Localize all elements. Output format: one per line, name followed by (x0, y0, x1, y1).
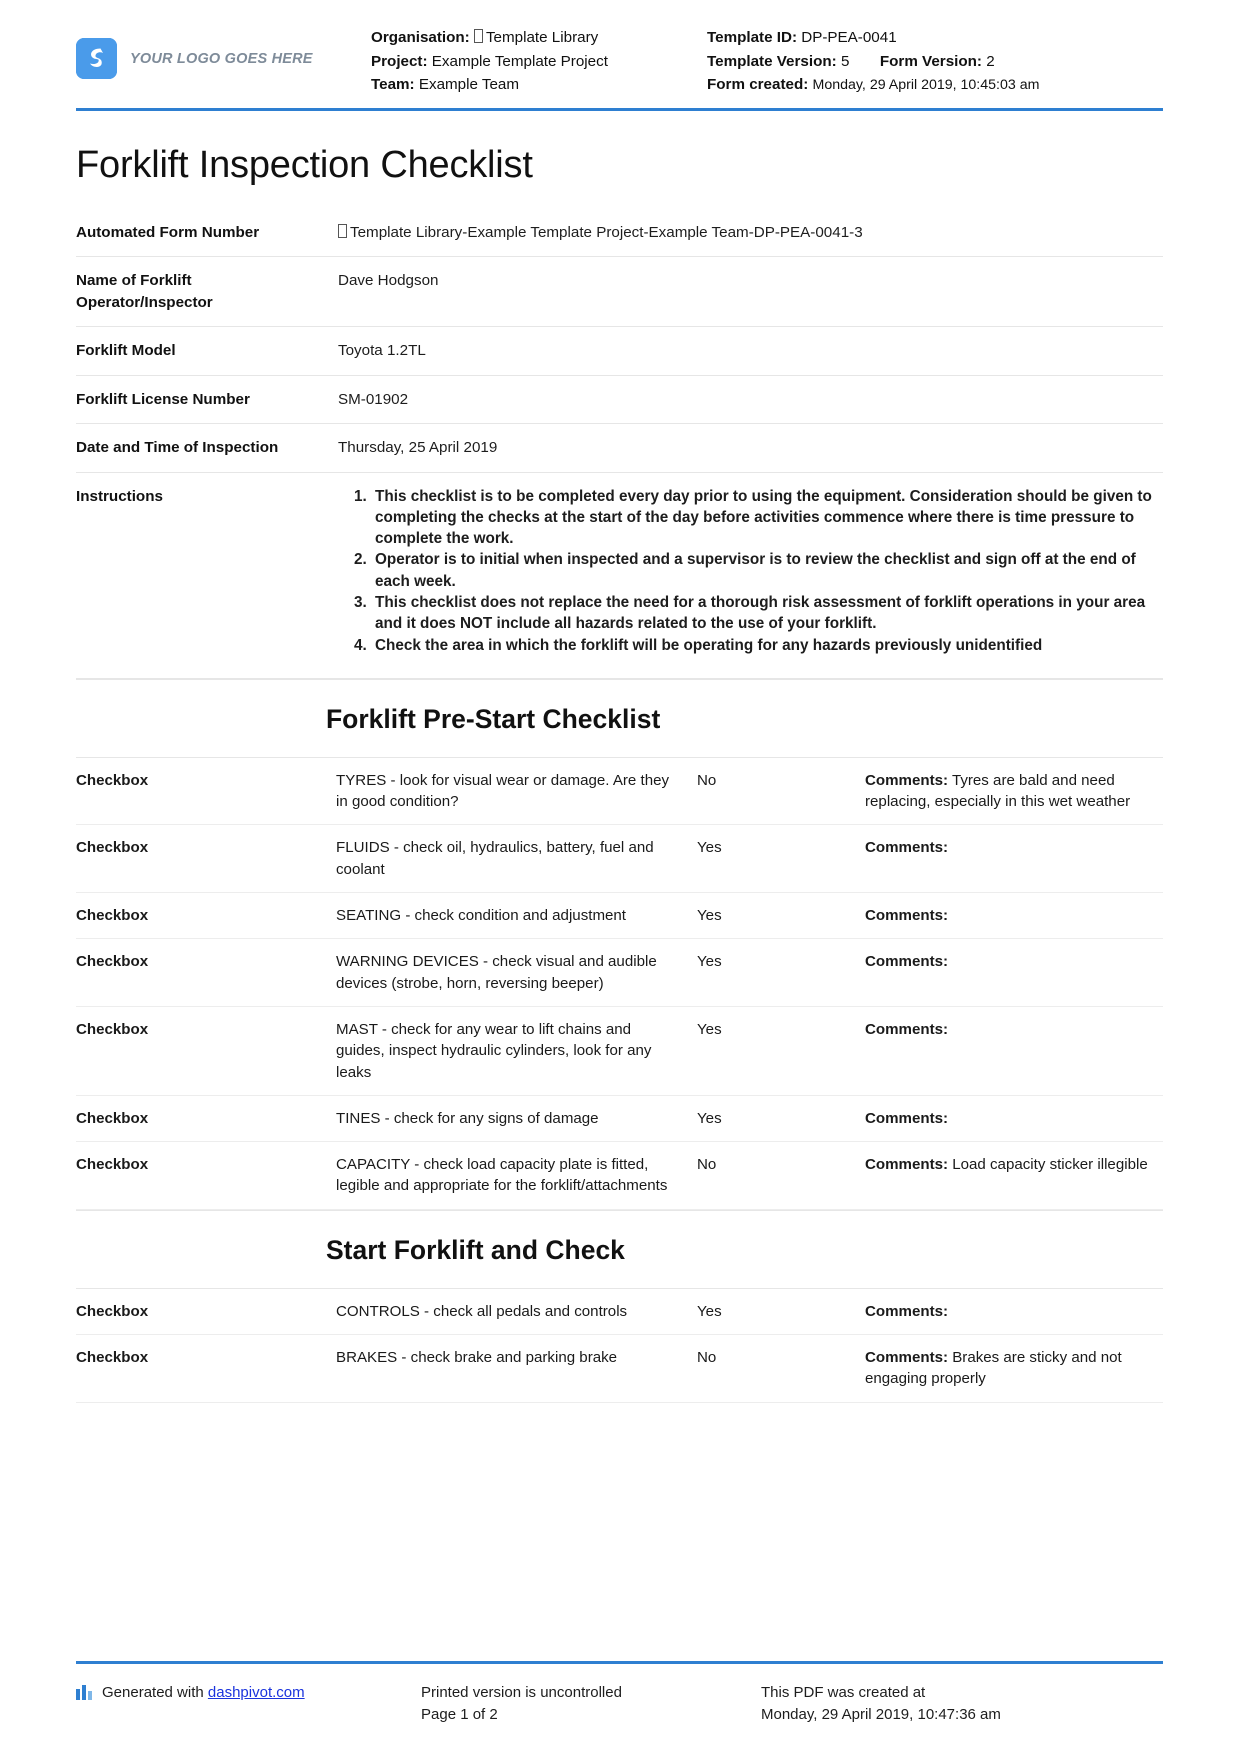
form-fields-table (76, 209, 1163, 679)
field-label: Forklift Model (76, 342, 176, 359)
check-description: CONTROLS - check all pedals and controls (336, 1302, 628, 1320)
generated-prefix: Generated with (102, 1684, 208, 1701)
form-created-label: Form created: (707, 76, 809, 93)
checkbox-type-label: Checkbox (76, 1156, 149, 1174)
checkbox-type-label: Checkbox (76, 1302, 149, 1320)
list-item: 2. Operator is to initial when inspected and a supervisor is to review the checklist and sign off at the end of each week. (371, 549, 1163, 592)
table-row (76, 257, 1163, 327)
table-row (76, 1006, 1163, 1095)
check-answer: Yes (697, 1302, 722, 1320)
project-line (371, 50, 707, 74)
field-label: Name of Forklift Operator/Inspector (76, 272, 213, 311)
checkbox-type-label: Checkbox (76, 771, 149, 789)
check-answer: No (697, 1349, 717, 1367)
dashpivot-link[interactable]: dashpivot.com (207, 1684, 305, 1701)
section-title: Start Forklift and Check (326, 1234, 625, 1265)
section-header-prestart (76, 679, 1163, 758)
page-number-text: Page 1 of 2 (421, 1706, 498, 1723)
instructions-value (338, 472, 1163, 678)
list-item: 4. Check the area in which the forklift will be operating for any hazards previously unidentified (371, 635, 1163, 656)
comments-label: Comments: (865, 907, 949, 925)
document-footer (76, 1661, 1163, 1726)
field-value: Thursday, 25 April 2019 (338, 439, 498, 456)
bar-chart-icon (76, 1685, 93, 1707)
table-row (76, 375, 1163, 424)
footer-print-block (421, 1682, 761, 1726)
company-logo-icon (76, 38, 117, 79)
check-description: TINES - check for any signs of damage (336, 1109, 599, 1127)
table-row (76, 1335, 1163, 1403)
table-row (76, 1142, 1163, 1210)
check-comments (865, 1142, 1163, 1210)
pdf-created-label: This PDF was created at (761, 1684, 926, 1701)
check-comments (865, 1006, 1163, 1095)
field-label: Automated Form Number (76, 223, 260, 241)
check-description: BRAKES - check brake and parking brake (336, 1349, 618, 1367)
organisation-label: Organisation: (371, 29, 470, 46)
box-glyph-icon (338, 224, 347, 238)
check-answer: Yes (697, 907, 722, 925)
form-version-value: 2 (986, 52, 995, 70)
instructions-list (338, 486, 1163, 656)
header-meta-left (371, 22, 707, 97)
table-row (76, 1095, 1163, 1141)
field-value (338, 209, 1163, 257)
field-value: Dave Hodgson (338, 272, 439, 289)
field-value-text: Template Library-Example Template Project-Example Team-DP-PEA-0041-3 (350, 223, 863, 241)
comments-value: Tyres are bald and need replacing, especially in this wet weather (865, 771, 1131, 811)
template-version-label: Template Version: (707, 52, 837, 70)
comments-label: Comments: (865, 1302, 949, 1320)
check-comments (865, 893, 1163, 939)
comments-label: Comments: (865, 1109, 949, 1127)
team-label: Team: (371, 76, 415, 93)
check-description: WARNING DEVICES - check visual and audible devices (strobe, horn, reversing beeper) (336, 953, 657, 992)
field-value: Toyota 1.2TL (338, 342, 426, 359)
instructions-label: Instructions (76, 487, 163, 505)
template-id-line (707, 26, 1163, 50)
check-description: MAST - check for any wear to lift chains and guides, inspect hydraulic cylinders, look for any leaks (336, 1020, 652, 1081)
checkbox-type-label: Checkbox (76, 839, 149, 857)
checkbox-type-label: Checkbox (76, 953, 149, 971)
comments-label: Comments: (865, 839, 949, 857)
comments-label: Comments: (865, 771, 949, 789)
team-value: Example Team (418, 76, 520, 93)
check-answer: Yes (697, 1109, 722, 1127)
table-row (76, 1289, 1163, 1335)
pdf-created-value: Monday, 29 April 2019, 10:47:36 am (761, 1706, 1001, 1723)
field-label: Forklift License Number (76, 390, 250, 408)
footer-generated-block (76, 1682, 421, 1726)
check-comments (865, 939, 1163, 1007)
instructions-row (76, 472, 1163, 678)
check-comments (865, 758, 1163, 825)
check-description: SEATING - check condition and adjustment (336, 907, 626, 925)
comments-label: Comments: (865, 953, 949, 971)
comments-value: Load capacity sticker illegible (952, 1156, 1148, 1174)
check-answer: No (697, 1156, 717, 1174)
logo-text: YOUR LOGO GOES HERE (130, 50, 313, 67)
check-description: CAPACITY - check load capacity plate is fitted, legible and appropriate for the forklift/attachments (336, 1156, 668, 1195)
organisation-line (371, 26, 707, 50)
checkbox-type-label: Checkbox (76, 907, 149, 925)
template-id-value: DP-PEA-0041 (801, 29, 897, 46)
form-created-line (707, 73, 1163, 98)
check-description: TYRES - look for visual wear or damage. Are they in good condition? (336, 771, 670, 811)
check-answer: Yes (697, 1020, 722, 1038)
checkbox-type-label: Checkbox (76, 1349, 149, 1367)
checklist-table-prestart (76, 758, 1163, 1210)
footer-created-block (761, 1682, 1163, 1726)
comments-label: Comments: (865, 1349, 949, 1367)
section-title: Forklift Pre-Start Checklist (326, 703, 661, 734)
box-glyph-icon (474, 29, 483, 43)
logo-block (76, 22, 371, 79)
footer-generated-text (102, 1682, 305, 1704)
header-meta-right (707, 22, 1163, 98)
table-row (76, 758, 1163, 825)
section-header-start-forklift (76, 1210, 1163, 1289)
template-id-label: Template ID: (707, 29, 798, 46)
check-answer: Yes (697, 953, 722, 971)
table-row (76, 209, 1163, 257)
field-label: Date and Time of Inspection (76, 439, 279, 456)
project-value: Example Template Project (431, 52, 608, 70)
template-version-value: 5 (840, 52, 850, 70)
form-version-label: Form Version: (879, 52, 982, 70)
table-row (76, 327, 1163, 376)
page-title: Forklift Inspection Checklist (76, 143, 533, 186)
check-comments (865, 1289, 1163, 1335)
form-created-value: Monday, 29 April 2019, 10:45:03 am (812, 77, 1040, 93)
comments-value: Brakes are sticky and not engaging properly (865, 1349, 1122, 1388)
check-comments (865, 1095, 1163, 1141)
document-header (76, 22, 1163, 111)
team-line (371, 73, 707, 97)
checkbox-type-label: Checkbox (76, 1109, 149, 1127)
checkbox-type-label: Checkbox (76, 1020, 149, 1038)
checklist-table-start-forklift (76, 1289, 1163, 1403)
table-row (76, 424, 1163, 473)
check-description: FLUIDS - check oil, hydraulics, battery, fuel and coolant (336, 839, 654, 878)
version-line (707, 50, 1163, 74)
check-answer: No (697, 771, 717, 789)
printed-uncontrolled-text: Printed version is uncontrolled (421, 1684, 622, 1701)
table-row (76, 893, 1163, 939)
comments-label: Comments: (865, 1156, 949, 1174)
table-row (76, 825, 1163, 893)
field-value: SM-01902 (338, 390, 409, 408)
list-item: 3. This checklist does not replace the need for a thorough risk assessment of forklift operations in your area and it does NOT include all hazards related to the use of your forklift. (371, 592, 1163, 635)
table-row (76, 939, 1163, 1007)
project-label: Project: (371, 52, 428, 70)
comments-label: Comments: (865, 1020, 949, 1038)
organisation-value: Template Library (485, 29, 599, 46)
check-comments (865, 825, 1163, 893)
list-item: 1. This checklist is to be completed every day prior to using the equipment. Consideration should be given to completing the checks at the start of the day before activities commence where there is time pressure to complete the work. (371, 486, 1163, 550)
check-answer: Yes (697, 839, 722, 857)
check-comments (865, 1335, 1163, 1403)
